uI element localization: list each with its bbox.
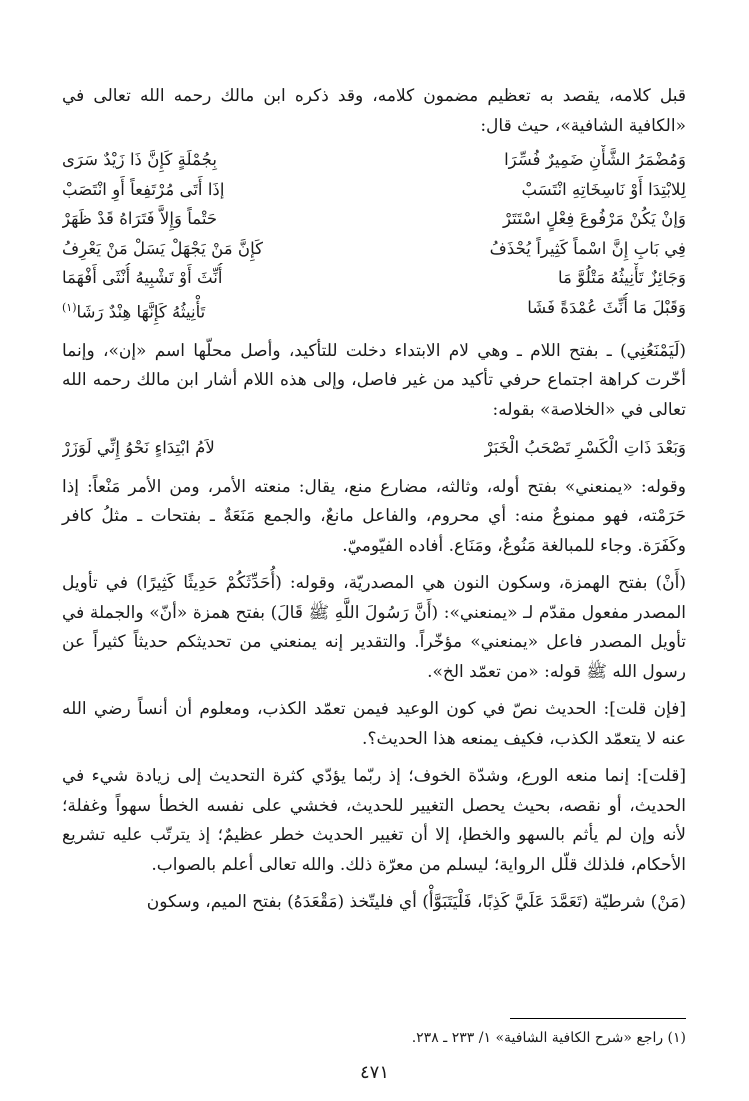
footnote-marker: (١): [62, 300, 77, 314]
verse-second-half: إذَا أَتَى مُرْتَفِعاً أَوِ انْتَصَبْ: [62, 179, 225, 199]
paragraph-man: (مَنْ) شرطيّة (تَعَمَّدَ عَلَيَّ كَذِبًا، فَلْيَتَبَوَّأْ) أي فليتّخذ (مَقْعَدَهُ) بفتح الميم، وسكون: [146, 892, 686, 913]
verse-first-half: وَجَائِزٌ تَأْنِيثُهُ مَتْلُوَّ مَا: [557, 268, 686, 287]
poem-kafiya: [62, 145, 686, 327]
verse-text: تَأْنِيثُهُ كَإِنَّهَا هِنْدٌ رَشَا: [76, 302, 206, 322]
verse-khulasa: [62, 433, 686, 463]
paragraph-lam: (لَيَمْنَعُنِي) ـ بفتح اللام ـ وهي لام الابتداء دخلت للتأكيد، وأصل محلّها اسم «إن»، وإنما أخّرت كراهة اجتماع حرفي تأكيد من غير فاصل، وإلى هذه اللام أشار ابن مالك رحمه الله تعالى في «الخلاصة» بقوله:: [62, 340, 686, 420]
verse-line: [62, 175, 686, 205]
verse-line: [62, 204, 686, 234]
footnote: (١) راجع «شرح الكافية الشافية» ١/ ٢٣٣ ـ ٢٣٨.: [411, 1030, 686, 1046]
intro-paragraph: قبل كلامه، يقصد به تعظيم مضمون كلامه، وقد ذكره ابن مالك رحمه الله تعالى في «الكافية الشافية»، حيث قال:: [62, 86, 686, 136]
page-number: ٤٧١: [359, 1062, 389, 1083]
verse-second-half: كَإِنَّ مَنْ يَجْهَلْ يَسَلْ مَنْ يَعْرِفُ: [62, 238, 264, 258]
footnote-divider: [510, 1018, 686, 1019]
paragraph-answer: [قلت]: إنما منعه الورع، وشدّة الخوف؛ إذ ربّما يؤدّي كثرة التحديث إلى زيادة شيء في الحديث، أو نقصه، بحيث يحصل التغيير للحديث، فخشي على نفسه الخطأ سهواً وغفلة؛ لأنه وإن لم يأثم بالسهو والخطإ، إلا أن تغيير الحديث خطر عظيمٌ؛ إذ يترتّب عليه تشريع الأحكام، فلذلك قلّل الرواية؛ ليسلم من معرّة ذلك. والله تعالى أعلم بالصواب.: [62, 766, 686, 875]
verse-first-half: فِي بَابِ إِنَّ اسْماً كَثِيراً يُحْذَفُ: [489, 238, 686, 258]
verse-line: [62, 234, 686, 264]
verse-first-half: وَإنْ يَكُنْ مَرْفُوعَ فِعْلٍ اسْتَتَرْ: [503, 209, 686, 228]
verse-second-half: لاَمُ ابْتِدَاءٍ نَحْوُ إِنِّي لَوَزَرْ: [62, 438, 215, 458]
verse-second-half: [62, 293, 374, 327]
verse-line: [62, 293, 686, 327]
verse-first-half: لِلابْتِدَا أَوْ نَاسِخَاتِهِ انْتَسَبْ: [521, 179, 686, 199]
verse-first-half: وَمُضْمَرُ الشَّأْنِ ضَمِيرٌ فُسِّرَا: [504, 150, 686, 169]
verse-second-half: أُنِّثَ أَوْ تَشْبِيهُ أُنْثَى أَفْهَمَا: [62, 268, 223, 287]
verse-second-half: بِجُمْلَةٍ كَإِنَّ ذَا زَيْدٌ سَرَى: [62, 150, 217, 169]
paragraph-yamnauni: وقوله: «يمنعني» بفتح أوله، وثالثه، مضارع منع، يقال: منعته الأمر، ومن الأمر مَنْعاً: إذا حَرَمْته، فهو ممنوعٌ منه: أي محروم، والفاعل مانعٌ، والجمع مَنَعَةٌ ـ بفتحات ـ مثلُ كافر وكَفَرَة. وجاء للمبالغة مَنُوعٌ، ومَنَاع. أفاده الفيّوميّ.: [62, 476, 686, 556]
page-body: [62, 82, 686, 926]
verse-line: [62, 145, 686, 175]
verse-first-half: وَقَبْلَ مَا أُنِّثَ عُمْدَةً فَشَا: [527, 297, 686, 317]
paragraph-an: (أَنْ) بفتح الهمزة، وسكون النون هي المصدريّة، وقوله: (أُحَدِّثَكُمْ حَدِيثًا كَثِيرًا) في تأويل المصدر مفعول مقدّم لـ «يمنعني»: (أَنَّ رَسُولَ اللَّهِ ﷺ قَالَ) بفتح همزة «أنّ» والجملة في تأويل المصدر فاعل «يمنعني» مؤخّراً. والتقدير إنه يمنعني من تحديثكم حديثاً كثيراً عن رسول الله ﷺ قوله: «من تعمّد الخ».: [62, 573, 686, 682]
verse-line: [62, 263, 686, 293]
verse-first-half: وَبَعْدَ ذَاتِ الْكَسْرِ تَصْحَبُ الْخَبَرْ: [484, 438, 686, 458]
paragraph-question: [فإن قلت]: الحديث نصّ في كون الوعيد فيمن تعمّد الكذب، ومعلوم أن أنساً رضي الله عنه لا يتعمّد الكذب، فكيف يمنعه هذا الحديث؟.: [62, 699, 686, 749]
verse-second-half: حَتْماً وَإِلاَّ فَتَرَاهُ قَدْ ظَهَرْ: [62, 209, 218, 228]
